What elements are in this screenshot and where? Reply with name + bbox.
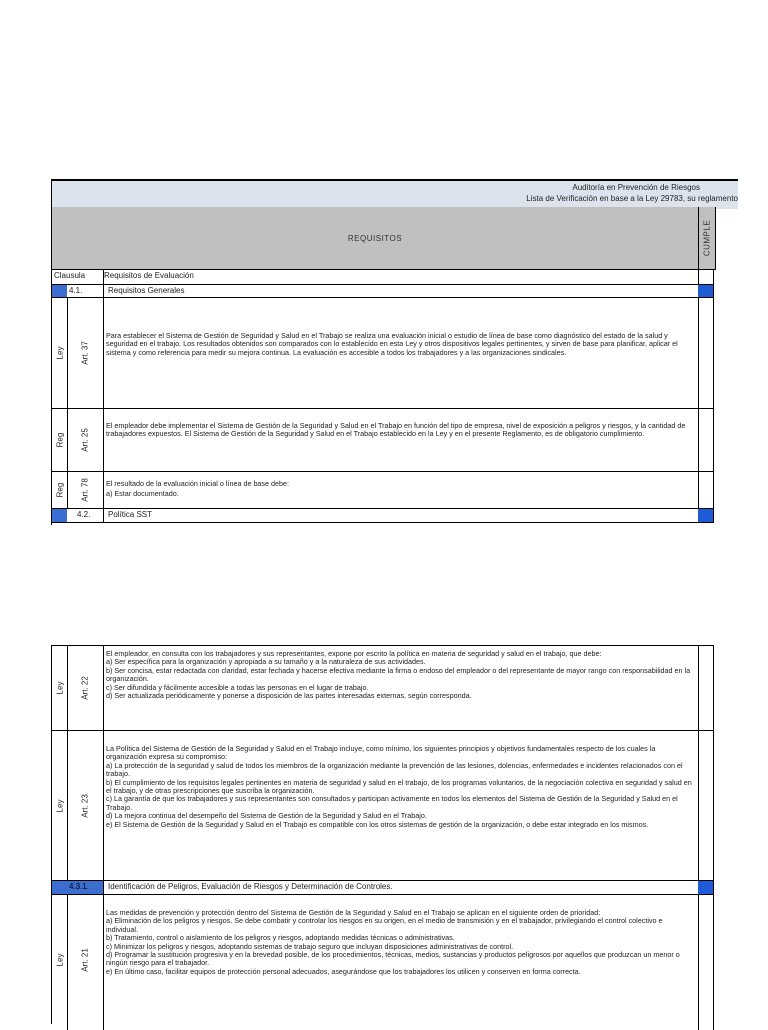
requirement-item: d) Programar la sustitución progresiva y en la brevedad posible, de los procedimientos, técnicas, medios, sustancias y productos peligrosos por aquellos que produzcan un menor o ningún riesgo para el trabajador.: [106, 950, 680, 968]
section-number-cell: [67, 509, 104, 522]
requirement-item: a) Estar documentado.: [106, 489, 179, 498]
cumple-marker[interactable]: [698, 881, 713, 894]
requisitos-header: [52, 207, 698, 270]
requirement-item: a) Eliminación de los peligros y riesgos. Se debe combatir y controlar los riesgos en su origen, en el medio de transmisión y en el trabajador, privilegiando el control colectivo e individual.: [106, 916, 663, 934]
section-number-cell: [67, 285, 104, 297]
section-marker: [52, 881, 68, 894]
section-title-cell: [103, 881, 699, 894]
article-label: Art. 78: [80, 478, 90, 502]
type-label: Ley: [55, 681, 64, 695]
table-row: [52, 409, 714, 472]
article-cell: [67, 646, 104, 730]
requisitos-eval-label: Requisitos de Evaluación: [104, 271, 194, 280]
type-cell: [52, 472, 68, 508]
table-row: [52, 731, 714, 881]
section-row-4-1: [52, 285, 714, 298]
requisitos-eval-cell: [103, 269, 699, 284]
requirement-item: e) En último caso, facilitar equipos de protección personal adecuados, asegurándose que los trabajadores los utilicen y conserven en forma correcta.: [106, 966, 581, 976]
requirement-item: b) Tratamiento, control o aislamiento de los peligros y riesgos, adoptando medidas técnicas o administrativas.: [106, 933, 455, 943]
requirement-item: c) Minimizar los peligros y riesgos, adoptando sistemas de trabajo seguro que incluyan disposiciones administrativas de control.: [106, 941, 514, 951]
section-title-cell: [103, 509, 699, 522]
cumple-cell[interactable]: [698, 269, 713, 284]
requirement-cell: [103, 646, 699, 730]
section-title-cell: [103, 285, 699, 297]
section-number-cell: [67, 881, 104, 894]
requirement-item: d) Ser actualizada periódicamente y ponerse a disposición de las partes interesadas externas, según corresponda.: [106, 691, 472, 701]
requirement-cell: [103, 298, 699, 408]
requirement-item: b) El cumplimiento de los requisitos legales pertinentes en materia de seguridad y salud en el trabajo, de los programas voluntarios, de la negociación colectiva en seguridad y salud en el trabajo, y de otras prescripciones que suscriba la organización.: [106, 777, 692, 796]
requirement-item: d) La mejora continua del desempeño del Sistema de Gestión de la Seguridad y Salud en el Trabajo.: [106, 811, 427, 821]
article-cell: [67, 731, 104, 880]
cumple-cell[interactable]: [698, 895, 713, 1030]
table-row: [52, 472, 714, 509]
clausula-label: Clausula: [54, 271, 86, 280]
requirement-item: a) Ser específica para la organización y apropiada a su tamaño y a la naturaleza de sus actividades.: [106, 657, 426, 667]
section-title: Política SST: [108, 510, 153, 519]
article-cell: [67, 895, 104, 1030]
report-subtitle: Lista de Verificación en base a la Ley 29783, su reglamento: [526, 194, 738, 203]
requirement-cell: [103, 895, 699, 1030]
requirement-text: El empleador debe implementar el Sistema de Gestión de la Seguridad y Salud en el Trabajo en función del tipo de empresa, nivel de exposición a peligros y riesgos, y la cantidad de trabajadores expuestos. El Sistema de Gestión de la Seguridad y Salud en el Trabajo establecido en la Ley y en el presente Reglamento, es de obligatorio cumplimiento.: [106, 421, 686, 439]
section-number: 4.3.1.: [69, 882, 90, 891]
requirement-text: El resultado de la evaluación inicial o línea de base debe:: [106, 479, 290, 488]
article-label: Art. 21: [80, 948, 90, 972]
table-row: [52, 895, 714, 1030]
type-label: Ley: [55, 953, 64, 967]
type-cell: [52, 731, 68, 880]
type-cell: [52, 646, 68, 730]
requirement-item: c) Ser difundida y fácilmente accesible a todas las personas en el lugar de trabajo.: [106, 682, 369, 692]
section-number: 4.2.: [77, 510, 91, 519]
cumple-label: CUMPLE: [702, 219, 712, 257]
cumple-cell[interactable]: [698, 472, 713, 508]
article-label: Art. 22: [80, 676, 90, 700]
cumple-marker[interactable]: [698, 509, 713, 522]
type-cell: [52, 895, 68, 1030]
type-label: Reg: [55, 432, 64, 448]
section-marker: [52, 509, 68, 522]
type-cell: [52, 298, 68, 408]
article-cell: [67, 472, 104, 508]
requirement-text: Las medidas de prevención y protección dentro del Sistema de Gestión de la Seguridad y Salud en el Trabajo se aplican en el siguiente orden de prioridad:: [106, 908, 601, 917]
requirement-item: a) La protección de la seguridad y salud de todos los miembros de la organización mediante la prevención de las lesiones, dolencias, enfermedades e incidentes relacionados con el trabajo.: [106, 760, 683, 779]
requirement-item: e) El Sistema de Gestión de la Seguridad y Salud en el Trabajo es compatible con los otros sistemas de gestión de la organización, o debe estar integrado en los mismos.: [106, 819, 649, 829]
report-title: Auditoría en Prevención de Riesgos: [572, 183, 700, 192]
article-label: Art. 23: [80, 793, 90, 818]
requirement-text: Para establecer el Sistema de Gestión de Seguridad y Salud en el Trabajo se realiza una evaluación inicial o estudio de línea de base como diagnóstico del estado de la salud y seguridad en el trabajo. Los resultados obtenidos son comparados con lo establecido en esta Ley y otros dispositivos legales pertinentes, y sirven de base para planificar, aplicar el sistema y como referencia para medir su mejora continua. La evaluación es accesible a todos los trabajadores y a las organizaciones sindicales.: [106, 331, 678, 357]
report-header: [52, 179, 738, 209]
requirement-text: El empleador, en consulta con los trabajadores y sus representantes, expone por escrito la política en materia de seguridad y salud en el trabajo, que debe:: [106, 649, 602, 658]
type-label: Reg: [55, 482, 64, 498]
article-label: Art. 37: [80, 341, 90, 365]
article-label: Art. 25: [80, 428, 90, 452]
section-number: 4.1.: [69, 286, 83, 295]
section-row-4-2: [52, 509, 714, 523]
requirement-cell: [103, 472, 699, 508]
table-row: [52, 298, 714, 409]
cumple-cell[interactable]: [698, 409, 713, 471]
requirement-text: La Política del Sistema de Gestión de la Seguridad y Salud en el Trabajo incluye, como mínimo, los siguientes principios y objetivos fundamentales respecto de los cuales la organización expresa su compromiso:: [106, 744, 656, 762]
table-row: [52, 646, 714, 731]
section-title: Requisitos Generales: [108, 286, 185, 295]
cumple-header: [698, 207, 716, 270]
requisitos-label: REQUISITOS: [347, 234, 403, 243]
clausula-cell: [52, 269, 104, 284]
type-label: Ley: [55, 799, 64, 812]
cumple-cell[interactable]: [698, 298, 713, 408]
requirement-cell: [103, 731, 699, 880]
requirement-cell: [103, 409, 699, 471]
article-cell: [67, 409, 104, 471]
type-cell: [52, 409, 68, 471]
section-title: Identificación de Peligros, Evaluación de Riesgos y Determinación de Controles.: [108, 882, 393, 891]
type-label: Ley: [55, 346, 64, 360]
article-cell: [67, 298, 104, 408]
section-marker: [52, 285, 68, 297]
section-row-4-3-1: [52, 881, 714, 895]
requirement-item: c) La garantía de que los trabajadores y sus representantes son consultados y participan activamente en todos los elementos del Sistema de Gestión de la Seguridad y Salud en el Trabajo.: [106, 794, 678, 812]
requirement-item: b) Ser concisa, estar redactada con claridad, estar fechada y hacerse efectiva mediante la firma o endoso del empleador o del representante de mayor rango con responsabilidad en la organización.: [106, 665, 691, 684]
clausula-row: [52, 269, 714, 285]
cumple-marker[interactable]: [698, 285, 713, 297]
cumple-cell[interactable]: [698, 731, 713, 880]
cumple-cell[interactable]: [698, 646, 713, 730]
